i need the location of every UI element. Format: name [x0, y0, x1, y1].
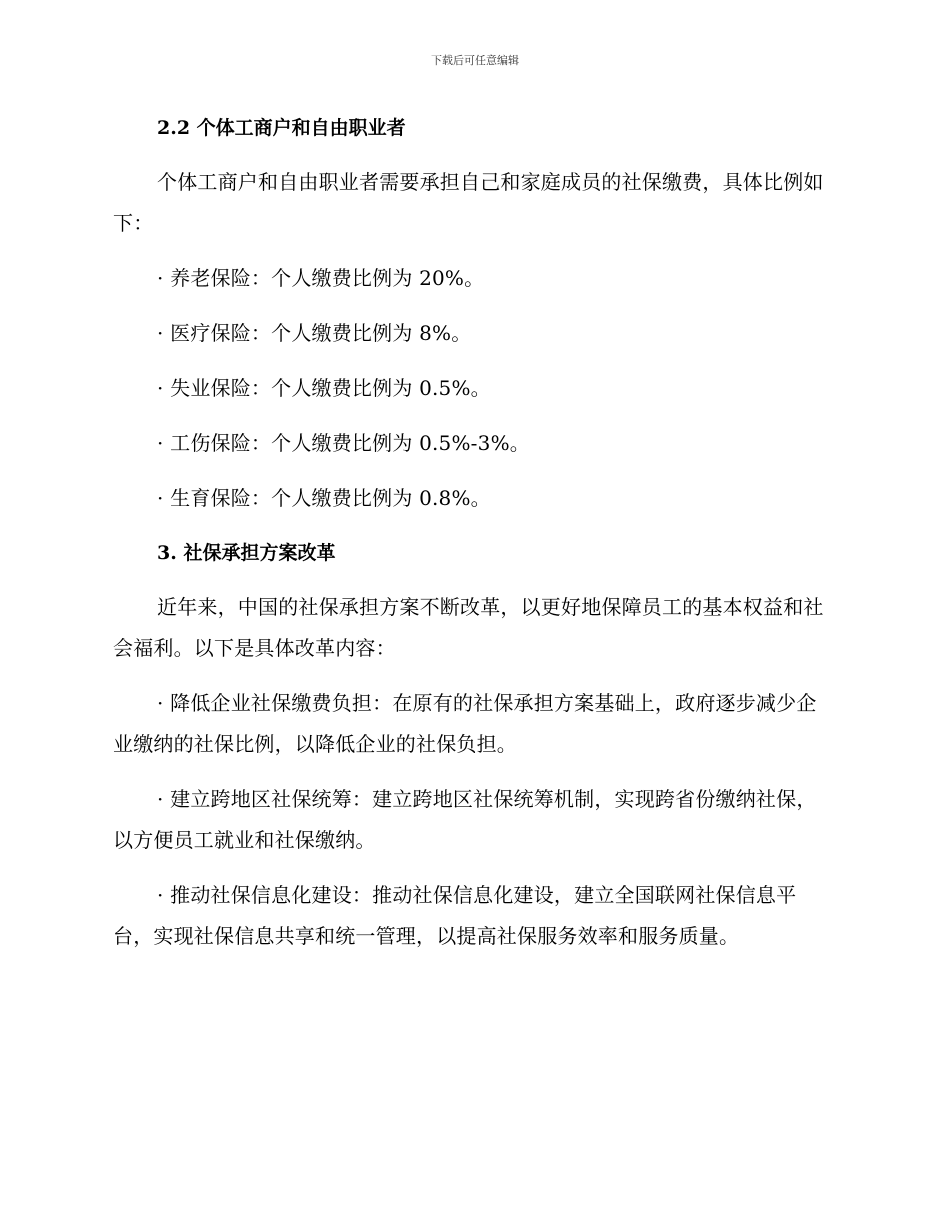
intro-paragraph: 个体工商户和自由职业者需要承担自己和家庭成员的社保缴费，具体比例如下：	[113, 170, 824, 235]
list-item-pension: · 养老保险：个人缴费比例为 20%。	[157, 266, 485, 290]
reform-item-informatization: · 推动社保信息化建设：推动社保信息化建设，建立全国联网社保信息平台，实现社保信息共享和统一管理，以提高社保服务效率和服务质量。	[113, 883, 797, 948]
list-item-unemployment: · 失业保险：个人缴费比例为 0.5%。	[157, 376, 491, 400]
reform-item-reduce-burden: · 降低企业社保缴费负担：在原有的社保承担方案基础上，政府逐步减少企业缴纳的社保比例，以降低企业的社保负担。	[113, 691, 817, 756]
list-item-injury: · 工伤保险：个人缴费比例为 0.5%-3%。	[157, 431, 530, 455]
section-heading-2-2: 2.2 个体工商户和自由职业者	[157, 117, 406, 139]
list-item-medical: · 医疗保险：个人缴费比例为 8%。	[157, 321, 472, 345]
list-item-maternity: · 生育保险：个人缴费比例为 0.8%。	[157, 486, 491, 510]
reform-item-cross-region: · 建立跨地区社保统筹：建立跨地区社保统筹机制，实现跨省份缴纳社保，以方便员工就业和社保缴纳。	[113, 787, 817, 852]
section-heading-3: 3. 社保承担方案改革	[157, 542, 336, 564]
reform-intro-paragraph: 近年来，中国的社保承担方案不断改革，以更好地保障员工的基本权益和社会福利。以下是具体改革内容：	[113, 595, 824, 660]
page-header: 下载后可任意编辑	[431, 54, 519, 67]
document-body	[113, 108, 833, 971]
